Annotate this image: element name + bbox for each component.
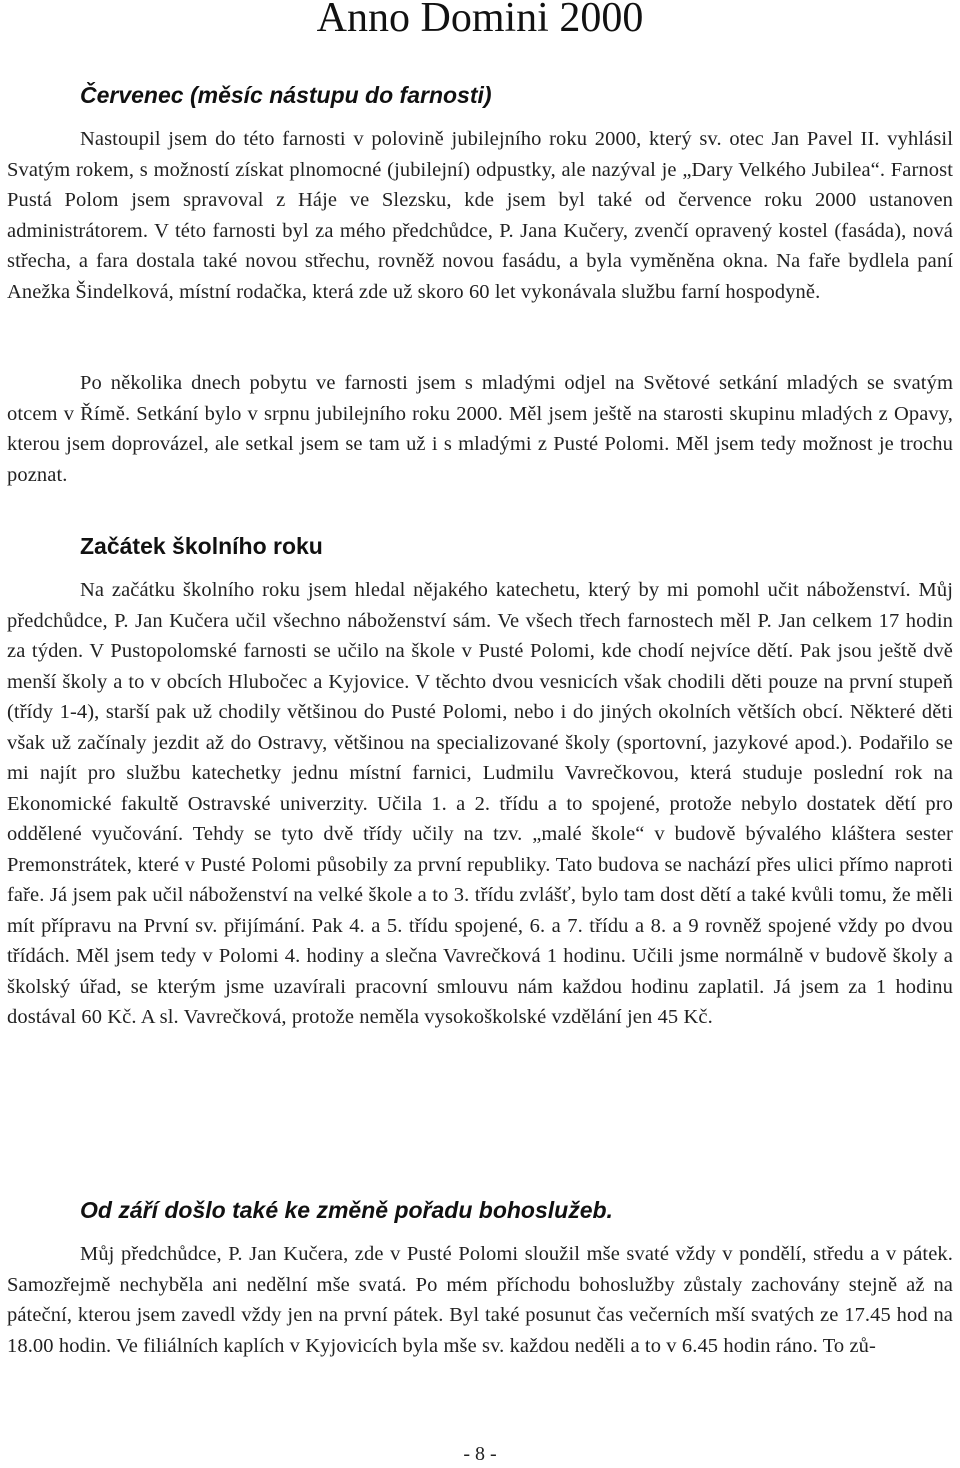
- section-heading-july: Červenec (měsíc nástupu do farnosti): [80, 82, 492, 108]
- page-title: Anno Domini 2000: [316, 0, 644, 41]
- paragraph-catechesis: Na začátku školního roku jsem hledal nějakého katechetu, který by mi pomohl učit náboženství. Můj předchůdce, P. Jan Kučera učil všechno náboženství sám. Ve všech třech farnostech měl P. Jan celkem 17 hodin za týden. V Pustopolomské farnosti se učilo na škole v Pusté Polomi, kde chodí nejvíce dětí. Pak jsou ještě dvě menší školy a to v obcích Hlubočec a Kyjovice. V těchto dvou vesnicích však chodili děti pouze na první stupeň (třídy 1-4), starší pak už chodily většinou do Pusté Polomi, nebo i do jiných okolních větších obcí. Některé děti však už začínaly jezdit až do Ostravy, většinou na specializované školy (sportovní, jazykové apod.). Podařilo se mi najít pro službu katechetky jednu místní farnici, Ludmilu Vavrečkovou, která studuje poslední rok na Ekonomické fakultě Ostravské univerzity. Učila 1. a 2. třídu a to spojené, protože nebylo dostatek dětí pro oddělené vyučování. Tehdy se tyto dvě třídy učily na tzv. „malé škole“ v budově bývalého kláštera sester Premonstrátek, které v Pusté Polomi působily za první republiky. Tato budova se nachází přes ulici přímo naproti faře. Já jsem pak učil náboženství na velké škole a to 3. třídu zvlášť, bylo tam dost dětí a také kvůli tomu, že měli mít přípravu na První sv. přijímání. Pak 4. a 5. třídu spojené, 6. a 7. třídu a 8. a 9 rovněž spojené vždy po dvou třídách. Měl jsem tedy v Polomi 4. hodiny a slečna Vavrečková 1 hodinu. Učili jsme normálně v budově školy a školský úřad, se kterým jsme uzavírali pracovní smlouvu nám každou hodinu zaplatil. Já jsem za 1 hodinu dostával 60 Kč. A sl. Vavrečková, protože neměla vysokoškolské vzdělání jen 45 Kč.: [7, 579, 953, 1028]
- section-heading-school-year: Začátek školního roku: [80, 533, 323, 559]
- paragraph-mass-schedule: Můj předchůdce, P. Jan Kučera, zde v Pusté Polomi sloužil mše svaté vždy v pondělí, středu a v pátek. Samozřejmě nechyběla ani nedělní mše svatá. Po mém příchodu bohoslužby zůstaly zachovány stejně až na páteční, kterou jsem zavedl vždy jen na první pátek. Byl také posunut čas večerních mší svatých ze 17.45 hod na 18.00 hodin. Ve filiálních kaplích v Kyjovicích byla mše sv. každou neděli a to v 6.45 hodin ráno. To zů-: [7, 1243, 953, 1357]
- paragraph-world-youth-day: Po několika dnech pobytu ve farnosti jsem s mladými odjel na Světové setkání mladých se svatým otcem v Římě. Setkání bylo v srpnu jubilejního roku 2000. Měl jsem ještě na starosti skupinu mladých z Opavy, kterou jsem doprovázel, ale setkal jsem se tam už i s mladými z Pusté Polomi. Měl jsem tedy možnost je trochu poznat.: [7, 372, 953, 486]
- page-number: - 8 -: [463, 1443, 497, 1465]
- section-heading-mass-schedule: Od září došlo také ke změně pořadu bohoslužeb.: [80, 1197, 613, 1223]
- paragraph-arrival: Nastoupil jsem do této farnosti v polovině jubilejního roku 2000, který sv. otec Jan Pavel II. vyhlásil Svatým rokem, s možností získat plnomocné (jubilejní) odpustky, ale nazýval je „Dary Velkého Jubilea“. Farnost Pustá Polom jsem spravoval z Háje ve Slezsku, kde jsem byl také od července roku 2000 ustanoven administrátorem. V této farnosti byl za mého předchůdce, P. Jana Kučery, zvenčí opravený kostel (fasáda), nová střecha, a fara dostala také novou střechu, rovněž novou fasádu, a byla vyměněna okna. Na faře bydlela paní Anežka Šindelková, místní rodačka, která zde už skoro 60 let vykonávala službu farní hospodyně.: [7, 128, 953, 303]
